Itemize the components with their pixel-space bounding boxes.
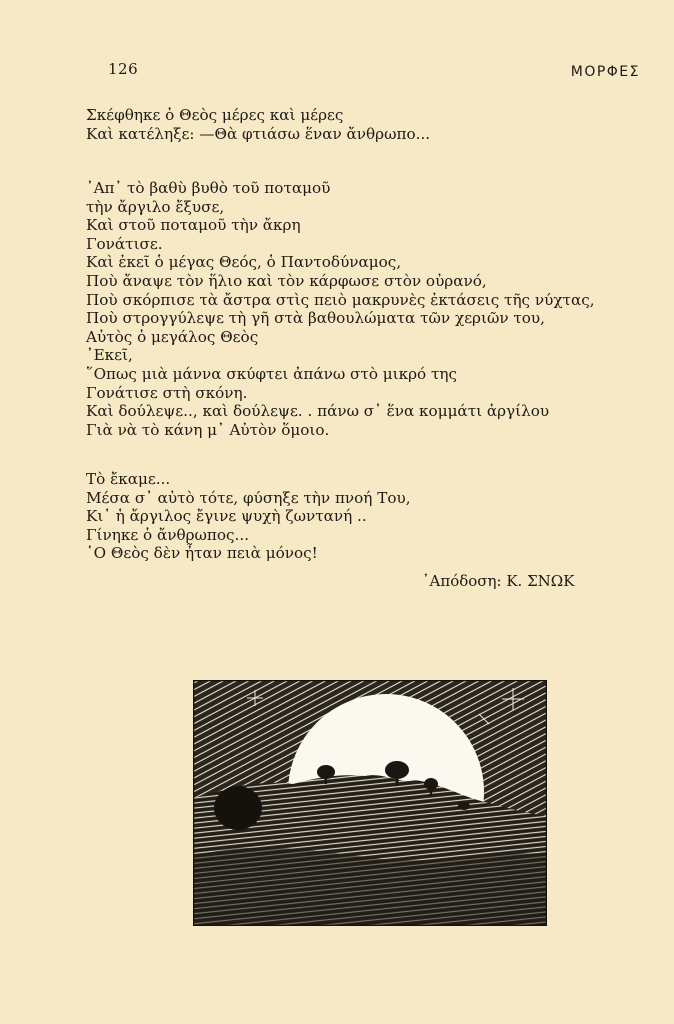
page-number: 126: [108, 60, 139, 78]
bush: [214, 786, 262, 830]
poem-line: ῾Ο Θεὸς δὲν ἦταν πειὰ μόνος!: [86, 544, 318, 563]
poem-line: Ποὺ σκόρπισε τὰ ἄστρα στὶς πειὸ μακρυνὲς ἐκτάσεις τῆς νύχτας,: [86, 290, 595, 309]
poem-stanza-3: [86, 470, 656, 563]
poem-line: Γονάτισε στὴ σκόνη.: [86, 383, 248, 402]
running-title: ΜΟΡΦΕΣ: [570, 64, 640, 80]
woodcut-image: [193, 680, 547, 926]
poem-line: τὴν ἄργιλο ἔξυσε,: [86, 197, 225, 216]
poem-line: Καὶ στοῦ ποταμοῦ τὴν ἄκρη: [86, 216, 301, 235]
poem-stanza-2: [86, 179, 656, 439]
poem-line: Γίνηκε ὁ ἄνθρωπος...: [86, 525, 250, 544]
poem-line: Γιὰ νὰ τὸ κάνη μ᾿ Αὐτὸν ὅμοιο.: [86, 420, 330, 439]
poem-line: Ποὺ ἄναψε τὸν ἥλιο καὶ τὸν κάρφωσε στὸν οὐρανό,: [86, 271, 487, 290]
poem-line: ῞Οπως μιὰ μάννα σκύφτει ἀπάνω στὸ μικρό της: [86, 364, 458, 383]
poem-line: Καὶ δούλεψε.., καὶ δούλεψε. . πάνω σ᾿ ἕνα κομμάτι ἀργίλου: [86, 402, 550, 421]
poem-line: ᾿Απ᾿ τὸ βαθὺ βυθὸ τοῦ ποταμοῦ: [86, 179, 331, 197]
poem-stanza-1: [86, 106, 656, 143]
poem-line: Καὶ ἐκεῖ ὁ μέγας Θεός, ὁ Παντοδύναμος,: [86, 253, 402, 272]
poem-line: Αὐτὸς ὁ μεγάλος Θεὸς: [86, 327, 259, 346]
woodcut-illustration: [193, 680, 547, 926]
translation-credit: ᾿Απόδοση: Κ. ΣΝΩΚ: [422, 572, 575, 590]
poem-line: Κι᾿ ἡ ἄργιλος ἔγινε ψυχὴ ζωντανή ..: [86, 507, 367, 526]
poem-line: Μέσα σ᾿ αὐτὸ τότε, φύσηξε τὴν πνοή Του,: [86, 488, 411, 507]
poem-line: Ποὺ στρογγύλεψε τὴ γῆ στὰ βαθουλώματα τῶν χεριῶν του,: [86, 309, 545, 328]
poem-line: Τὸ ἔκαμε...: [86, 470, 171, 488]
poem-line: Σκέφθηκε ὁ Θεὸς μέρες καὶ μέρες: [86, 106, 344, 124]
poem-line: ᾿Εκεῖ,: [86, 346, 133, 365]
poem-line: Καὶ κατέληξε: —Θὰ φτιάσω ἕναν ἄνθρωπο...: [86, 124, 431, 143]
poem-line: Γονάτισε.: [86, 234, 163, 253]
foreground-ground: [193, 847, 547, 926]
